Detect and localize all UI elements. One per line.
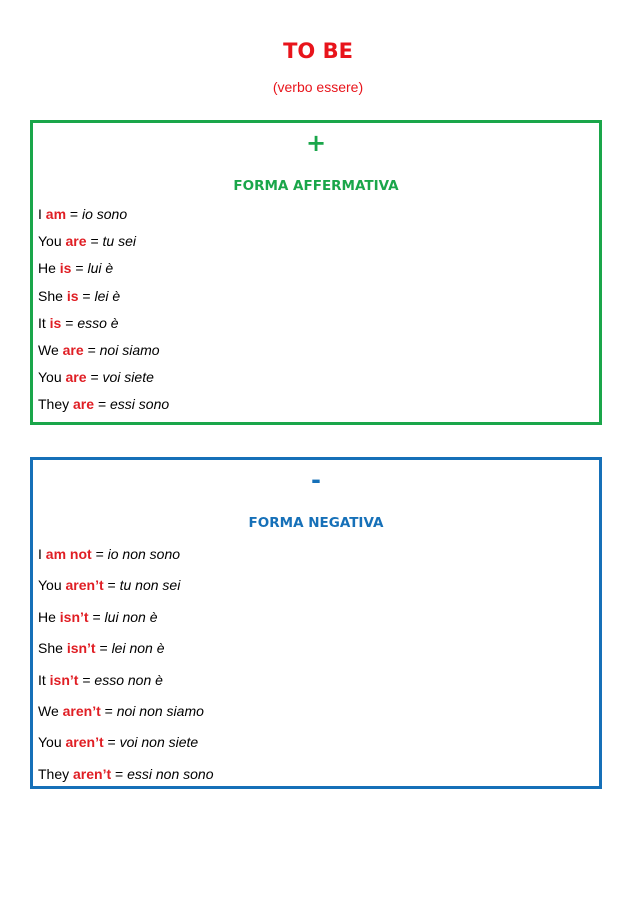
translation: io sono: [81, 206, 128, 222]
subject: She: [38, 640, 63, 657]
translation: lui è: [87, 260, 114, 277]
translation: lei non è: [111, 640, 165, 657]
equals-sign: =: [75, 260, 84, 277]
equals-sign: =: [107, 734, 116, 751]
verb: isn’t: [59, 608, 89, 625]
equals-sign: =: [82, 287, 91, 304]
negative-row: [38, 733, 594, 764]
subject: We: [38, 702, 59, 719]
translation: noi siamo: [99, 341, 160, 358]
equals-sign: =: [97, 396, 107, 413]
affirmative-row: [38, 368, 594, 395]
subject: It: [38, 314, 46, 331]
equals-sign: =: [92, 608, 101, 625]
verb: aren’t: [65, 577, 104, 594]
equals-sign: =: [107, 577, 116, 594]
translation: io non sono: [107, 546, 181, 562]
subject: You: [38, 577, 62, 594]
negative-row: [38, 608, 594, 639]
equals-sign: =: [95, 546, 104, 562]
affirmative-row: [38, 341, 594, 368]
page-title: TO BE: [283, 39, 353, 63]
equals-sign: =: [69, 206, 79, 222]
subject: They: [38, 765, 70, 782]
negative-row: [38, 765, 594, 796]
equals-sign: =: [87, 341, 96, 358]
affirmative-box: [30, 120, 602, 425]
translation: voi non siete: [119, 734, 199, 751]
subject: You: [38, 233, 62, 250]
affirmative-row: [38, 287, 594, 314]
equals-sign: =: [115, 765, 124, 782]
verb: are: [65, 233, 87, 250]
verb: is: [66, 287, 79, 304]
subject: They: [38, 396, 70, 413]
subject: He: [38, 608, 56, 625]
verb: are: [62, 341, 84, 358]
equals-sign: =: [90, 369, 99, 386]
plus-symbol: +: [305, 129, 327, 157]
equals-sign: =: [65, 314, 74, 331]
affirmative-list: [38, 205, 594, 423]
affirmative-row: [38, 205, 594, 232]
equals-sign: =: [90, 233, 99, 250]
subject: He: [38, 260, 56, 277]
affirmative-row: [38, 395, 594, 422]
subject: It: [38, 671, 46, 688]
verb: isn’t: [66, 640, 96, 657]
affirmative-heading: FORMA AFFERMATIVA: [233, 178, 399, 194]
verb: is: [59, 260, 72, 277]
subject: I: [38, 546, 42, 562]
verb: aren’t: [62, 702, 101, 719]
translation: voi siete: [102, 369, 154, 386]
verb: aren’t: [73, 765, 112, 782]
negative-row: [38, 702, 594, 733]
subject: She: [38, 287, 63, 304]
translation: lei è: [94, 287, 121, 304]
translation: esso non è: [94, 671, 163, 688]
verb: isn’t: [49, 671, 79, 688]
translation: essi non sono: [127, 765, 214, 782]
translation: noi non siamo: [116, 702, 204, 719]
equals-sign: =: [82, 671, 91, 688]
affirmative-row: [38, 232, 594, 259]
affirmative-row: [38, 259, 594, 286]
translation: tu non sei: [119, 577, 181, 594]
negative-row: [38, 576, 594, 607]
negative-row: [38, 639, 594, 670]
subject: I: [38, 206, 42, 222]
translation: lui non è: [104, 608, 158, 625]
verb: are: [73, 396, 95, 413]
negative-box: [30, 457, 602, 789]
verb: am: [45, 206, 67, 222]
subject: We: [38, 341, 59, 358]
equals-sign: =: [99, 640, 108, 657]
translation: essi sono: [110, 396, 170, 413]
negative-row: [38, 545, 594, 576]
affirmative-row: [38, 314, 594, 341]
negative-heading: FORMA NEGATIVA: [248, 515, 384, 531]
subject: You: [38, 734, 62, 751]
translation: esso è: [77, 314, 119, 331]
verb: am not: [45, 546, 92, 562]
translation: tu sei: [102, 233, 136, 250]
verb: are: [65, 369, 87, 386]
negative-list: [38, 545, 594, 796]
page-subtitle: (verbo essere): [272, 79, 364, 95]
equals-sign: =: [104, 702, 113, 719]
minus-symbol: -: [311, 466, 321, 494]
subject: You: [38, 369, 62, 386]
verb: is: [49, 314, 62, 331]
negative-row: [38, 671, 594, 702]
verb: aren’t: [65, 734, 104, 751]
